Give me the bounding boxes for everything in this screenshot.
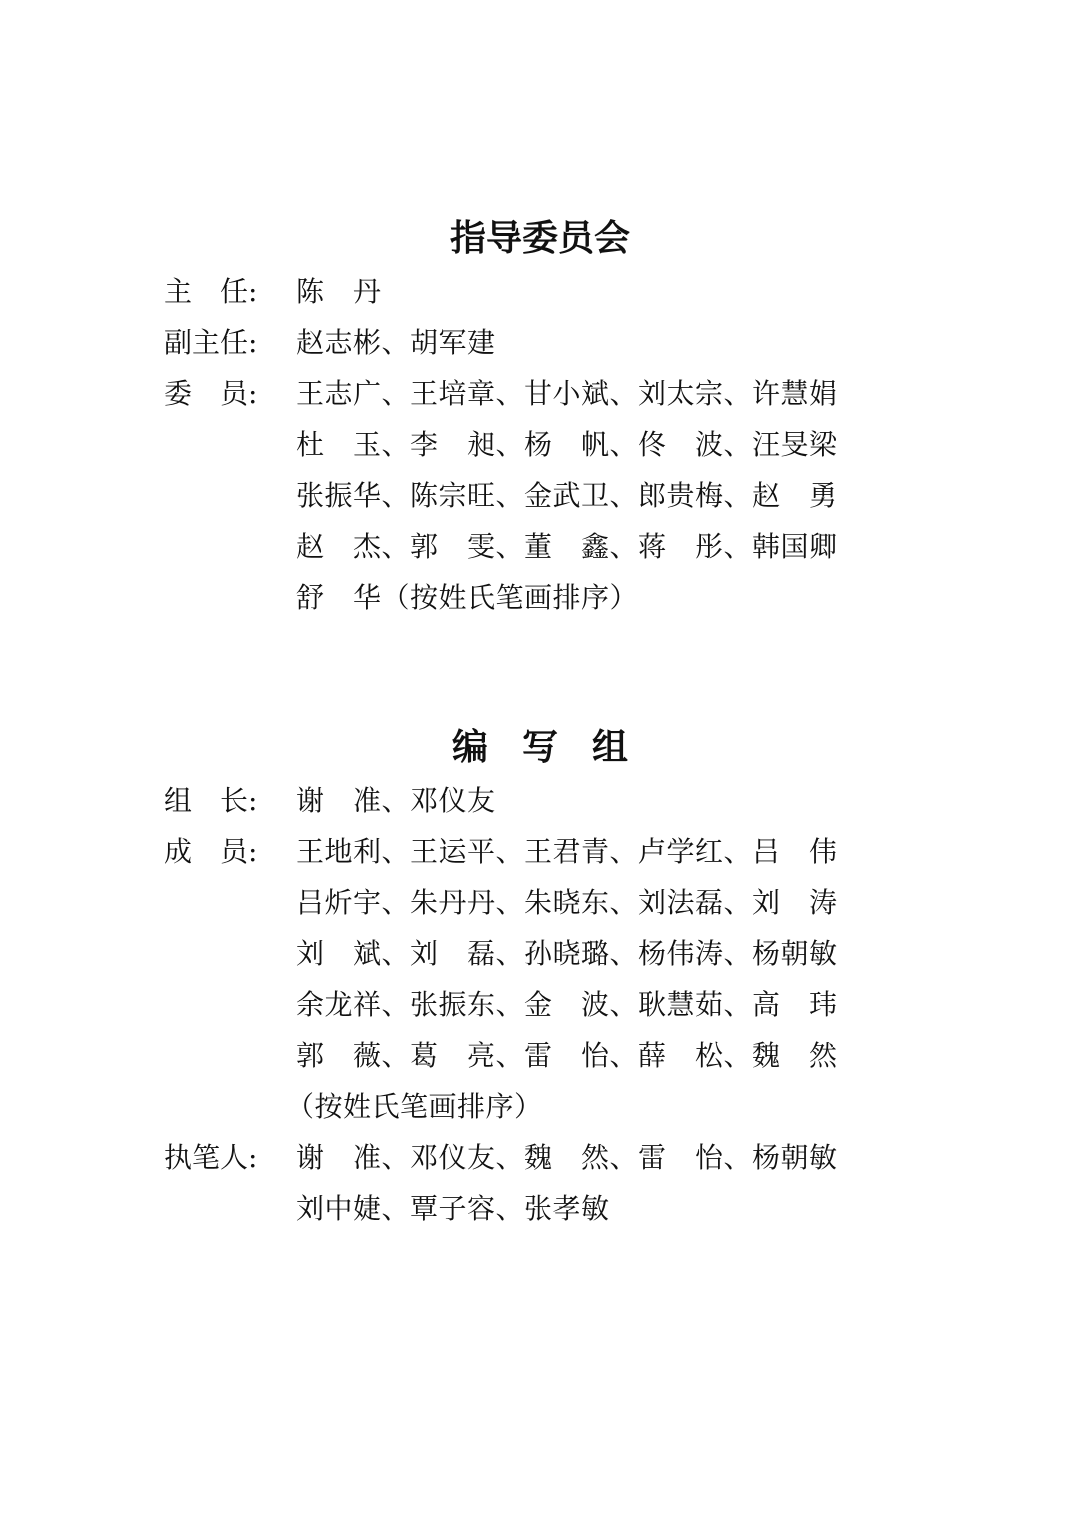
- deputy-label: 副主任:: [164, 326, 258, 359]
- committee-members-label: 委 员:: [164, 377, 258, 410]
- writers-members-row: [0, 877, 1080, 928]
- writers-members-line: 王地利、王运平、王君青、卢学红、吕 伟: [296, 835, 838, 868]
- writers-members-line: 余龙祥、张振东、金 波、耿慧茹、高 玮: [296, 988, 838, 1021]
- writers-members-row: [0, 979, 1080, 1030]
- writers-members-line: 郭 薇、葛 亮、雷 怡、薛 松、魏 然: [296, 1039, 838, 1072]
- authors-line: 谢 准、邓仪友、魏 然、雷 怡、杨朝敏: [296, 1141, 838, 1174]
- writers-members-row: [0, 1081, 1080, 1132]
- committee-members-line: 舒 华（按姓氏笔画排序）: [296, 581, 639, 614]
- director-label: 主 任:: [164, 275, 258, 308]
- writers-authors-row: [0, 1132, 1080, 1183]
- committee-deputy-row: [0, 317, 1080, 368]
- writers-members-row: [0, 826, 1080, 877]
- writers-authors-row: [0, 1183, 1080, 1234]
- committee-title: 指导委员会: [449, 217, 630, 259]
- committee-members-row: [0, 470, 1080, 521]
- authors-label: 执笔人:: [164, 1141, 258, 1174]
- committee-members-row: [0, 368, 1080, 419]
- committee-director-row: [0, 266, 1080, 317]
- committee-members-row: [0, 572, 1080, 623]
- writers-members-line: （按姓氏笔画排序）: [286, 1090, 543, 1123]
- writers-members-row: [0, 1030, 1080, 1081]
- writers-leader-row: [0, 775, 1080, 826]
- writers-title: 编写组: [451, 726, 662, 768]
- writers-members-line: 刘 斌、刘 磊、孙晓璐、杨伟涛、杨朝敏: [296, 937, 838, 970]
- writers-members-label: 成 员:: [164, 835, 258, 868]
- committee-members-line: 王志广、王培章、甘小斌、刘太宗、许慧娟: [296, 377, 838, 410]
- authors-line: 刘中婕、覃子容、张孝敏: [296, 1192, 610, 1225]
- writers-members-line: 吕炘宇、朱丹丹、朱晓东、刘法磊、刘 涛: [296, 886, 838, 919]
- committee-members-row: [0, 419, 1080, 470]
- deputy-names: 赵志彬、胡军建: [296, 326, 496, 359]
- writers-members-row: [0, 928, 1080, 979]
- committee-members-line: 赵 杰、郭 雯、董 鑫、蒋 彤、韩国卿: [296, 530, 838, 563]
- committee-members-line: 张振华、陈宗旺、金武卫、郎贵梅、赵 勇: [296, 479, 838, 512]
- director-names: 陈 丹: [296, 275, 382, 308]
- committee-members-line: 杜 玉、李 昶、杨 帆、佟 波、汪旻梁: [296, 428, 838, 461]
- committee-members-row: [0, 521, 1080, 572]
- leader-label: 组 长:: [164, 784, 258, 817]
- leader-names: 谢 准、邓仪友: [296, 784, 496, 817]
